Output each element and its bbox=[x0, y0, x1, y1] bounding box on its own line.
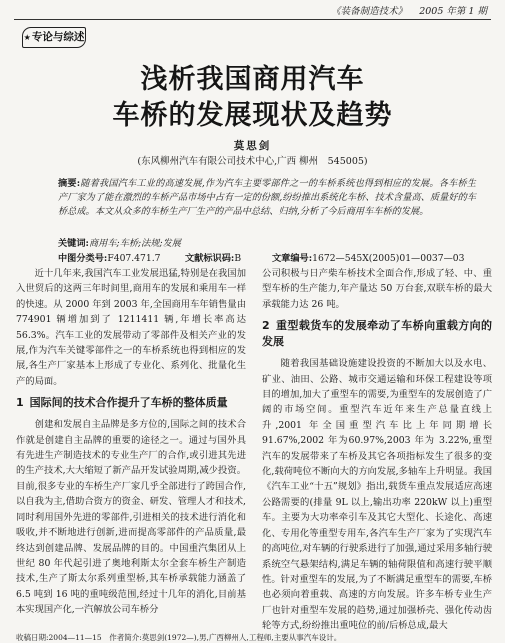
issue-number: 2005 年第 1 期 bbox=[419, 6, 487, 17]
header-rule bbox=[14, 19, 491, 20]
footnote: 收稿日期:2004—11—15 作者简介:莫思剑(1972—),男,广西柳州人,工程师,主要从事汽车设计。 bbox=[16, 633, 342, 642]
section-2-number: 2 bbox=[262, 319, 270, 333]
author-affiliation: (东风柳州汽车有限公司技术中心,广西 柳州 545005) bbox=[137, 156, 368, 167]
author-name: 莫思剑 bbox=[233, 140, 272, 152]
section-label bbox=[22, 27, 86, 48]
section-2-heading bbox=[262, 318, 492, 350]
article-id-value: 1672—545X(2005)01—0037—03 bbox=[312, 253, 465, 264]
intro-paragraph: 近十几年来,我国汽车工业发展迅猛,特别是在我国加入世贸后的这两三年时间里,商用车的发展和乘用车一样的快速。从 2000 年到 2003 年,全国商用车年销售量由 774901 辆增加到了 1211411 辆,年增长率高达56.3%。汽车工业的发展带动了零部件及相关产业的发展,作为汽车关键零部件之一的车桥系统也得到相应的发展,各生产厂家基本上形成了专业化、系列化、批量化生产的局面。 bbox=[16, 268, 246, 387]
star-icon: ★ bbox=[23, 33, 31, 42]
abstract-text: 随着我国汽车工业的高速发展,作为汽车主要零部件之一的车桥系统也得到相应的发展。各车桥生产厂家为了能在激烈的车桥产品市场中占有一定的份额,纷纷推出系统化车桥、技术含量高、质量好的车桥总成。本文从众多的车桥生产厂生产的产品中总结、归纳,分析了今后商用车车桥的发展。 bbox=[58, 178, 476, 218]
clc-label: 中图分类号: bbox=[58, 253, 108, 264]
left-column bbox=[16, 266, 246, 618]
title-line-2: 车桥的发展现状及趋势 bbox=[112, 100, 393, 131]
doc-code-label: 文献标识码: bbox=[185, 253, 235, 264]
doc-code-value: B bbox=[234, 253, 242, 264]
abstract-label: 摘要: bbox=[58, 178, 81, 189]
section-2-title: 重型载货车的发展牵动了车桥向重载方向的发展 bbox=[262, 319, 492, 349]
section-1-title: 国际间的技术合作提升了车桥的整体质量 bbox=[29, 396, 228, 410]
journal-name: 《装备制造技术》 bbox=[331, 6, 408, 17]
document-code bbox=[185, 250, 241, 264]
keywords-text: 商用车;车桥;法规;发展 bbox=[88, 238, 181, 249]
running-header bbox=[331, 3, 487, 17]
abstract bbox=[58, 177, 476, 220]
keywords-label: 关键词: bbox=[58, 238, 89, 249]
section-1-paragraph: 创建和发展自主品牌是多方位的,国际之间的技术合作就是创建自主品牌的重要的途径之一。通过与国外具有先进生产制造技术的专业生产厂的合作,或引进其先进的生产技术,大大缩短了新产品开发试验周期,减少投资。目前,很多专业的车桥生产厂家几乎全部进行了跨国合作,以自我为主,借助合资方的资金、研发、管理人才和技术,同时利用国外先进的零部件,引进相关的技术进行消化和吸收,并不断地进行创新,进而提高零部件的产品质量,最终达到创建品牌、发展品牌的目的。中国重汽集团从上世纪 80 年代起引进了奥地利斯太尔全套车桥生产制造技术,生产了斯太尔系列重型桥,其车桥承载能力涵盖了 6.5 吨到 16 吨的重吨级范围,经过十几年的消化,目前基本实现国产化,一汽解放公司车桥分 bbox=[16, 419, 246, 616]
title-line-1: 浅析我国商用汽车 bbox=[140, 64, 365, 95]
clc-value: F407.471.7 bbox=[107, 253, 161, 264]
right-column bbox=[262, 266, 492, 634]
article-id bbox=[272, 250, 465, 264]
section-label-text: 专论与综述 bbox=[31, 31, 85, 43]
article-id-label: 文章编号: bbox=[272, 253, 313, 264]
section-2-paragraph: 随着我国基础设施建设投资的不断加大以及水电、矿业、油田、公路、城市交通运输和环保工程建设等项目的增加,加大了重型车的需要,为重型车的发展创造了广阔的市场空间。重型汽车近年来生产总量直线上升,2001 年全国重型汽车比上年同期增长 91.67%,2002 年为60.97%,2003 年为 3.22%,重型汽车的发展带来了车桥及其它各项指标发生了很多的变化,载荷吨位不断向大的方向发展,多轴车上升明显。我国《汽车工业“十五”规划》指出,载货车重点发展适应高速公路需要的(排量 9L 以上,输出功率 220kW 以上)重型车。主要为大功率牵引车及其它大型化、长途化、高速化、专用化等重型专用车,各汽车生产厂家为了实现汽车的高吨位,对车辆的行驶系进行了加强,通过采用多轴行驶系统空气悬架结构,满足车辆的轴荷限值和高速行驶平顺性。针对重型车的发展,为了不断满足重型车的需要,车桥也必须向着重载、高速的方向发展。许多车桥专业生产厂也针对重型车发展的趋势,通过加强桥壳、强化传动齿轮等方式,纷纷推出重吨位的前/后桥总成,最大 bbox=[262, 358, 492, 632]
section-1-heading bbox=[16, 395, 246, 411]
clc-number bbox=[58, 250, 160, 264]
section-1-number: 1 bbox=[16, 396, 24, 410]
continued-paragraph: 公司积极与日产柴车桥技术全面合作,形成了轻、中、重型车桥的生产能力,年产量达 50 万台套,双联车桥的最大承载能力达 26 吨。 bbox=[262, 268, 492, 310]
keywords bbox=[58, 235, 476, 249]
